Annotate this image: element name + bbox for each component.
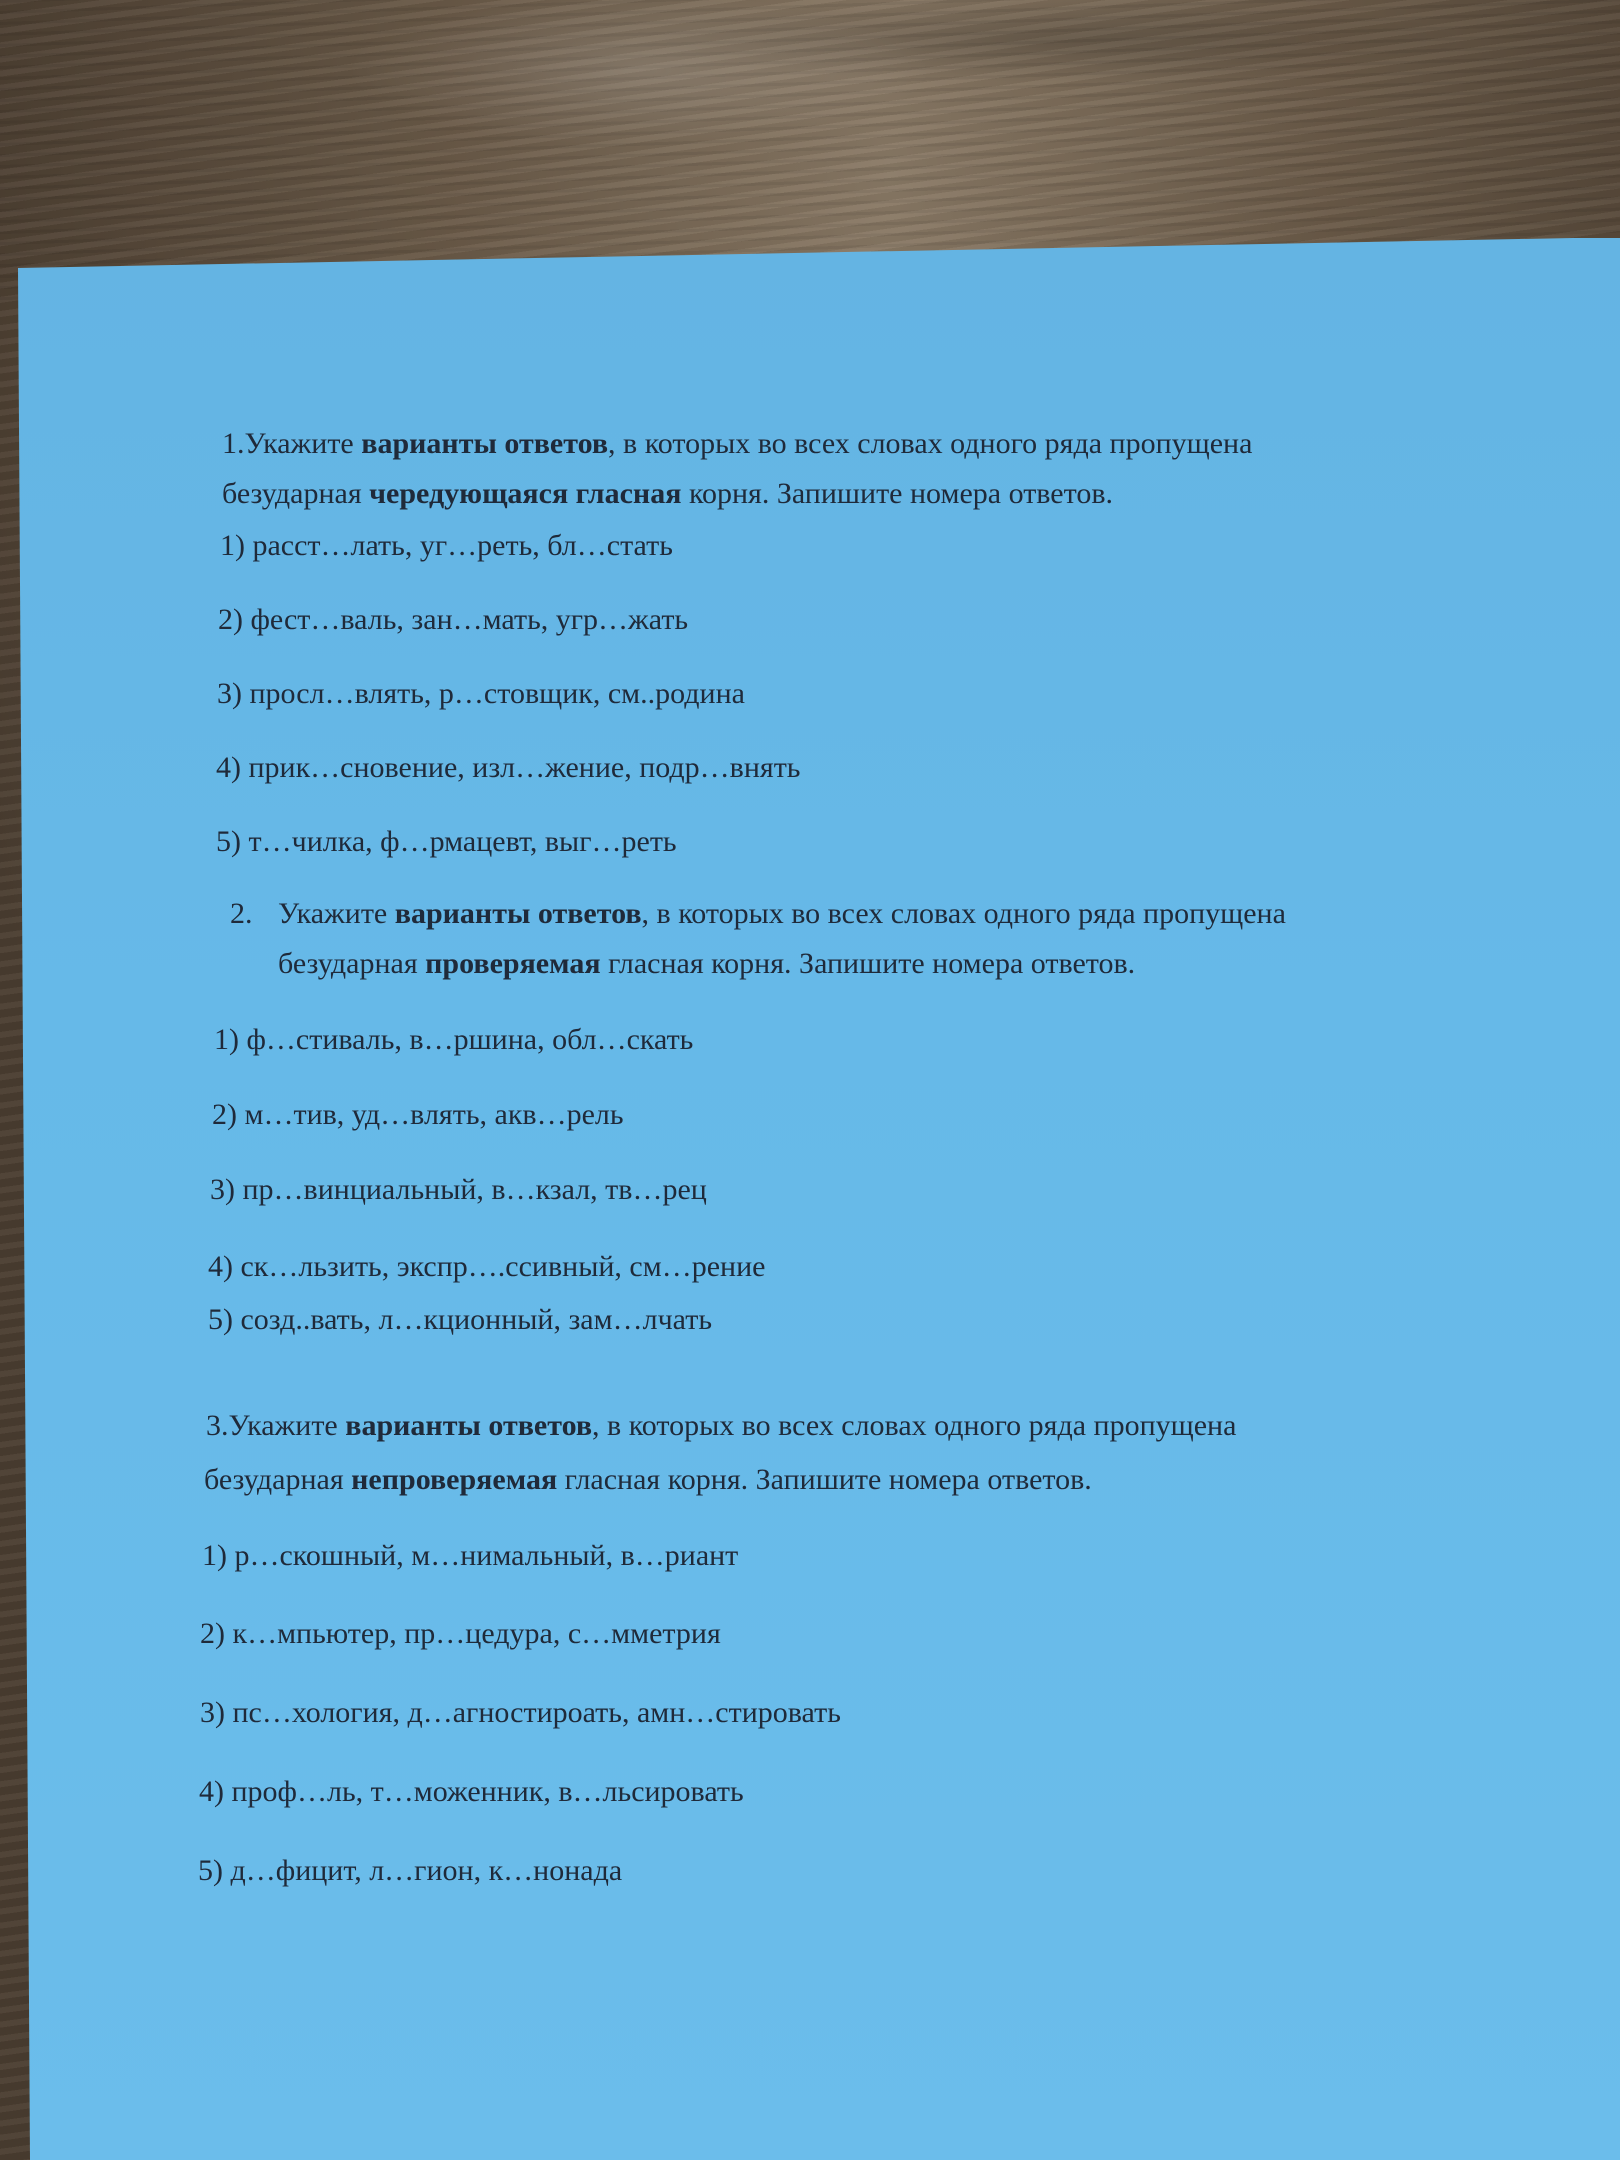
q3-option-1: 1) р…скошный, м…нимальный, в…риант [202, 1539, 739, 1572]
q1-prompt-text: 1.Укажите [222, 427, 362, 460]
q2-prompt-line-2 [278, 946, 1135, 982]
q1-prompt-bold: чередующаяся гласная [369, 477, 682, 510]
q2-option-2: 2) м…тив, уд…влять, акв…рель [212, 1098, 624, 1131]
q3-prompt-bold: варианты ответов [345, 1409, 593, 1442]
q2-option-3: 3) пр…винциальный, в…кзал, тв…рец [210, 1173, 707, 1206]
q1-option-4: 4) прик…сновение, изл…жение, подр…внять [216, 751, 801, 784]
q3-prompt-bold: непроверяемая [351, 1463, 558, 1496]
q3-option-5: 5) д…фицит, л…гион, к…нонада [198, 1854, 623, 1887]
q2-option-1: 1) ф…стиваль, в…ршина, обл…скать [214, 1023, 694, 1056]
q1-option-3: 3) просл…влять, р…стовщик, см..родина [217, 677, 745, 710]
q1-prompt-bold: варианты ответов [361, 427, 609, 460]
q3-prompt-text: безударная [204, 1463, 352, 1496]
q1-prompt-text: , в которых во всех словах одного ряда пропущена [608, 427, 1253, 460]
q1-option-1: 1) расст…лать, уг…реть, бл…стать [220, 529, 673, 562]
q2-prompt-bold: варианты ответов [394, 897, 642, 930]
q1-prompt-text: корня. Запишите номера ответов. [681, 477, 1113, 510]
q1-prompt-line-2 [222, 476, 1113, 512]
q1-prompt-line-1 [222, 426, 1252, 462]
q2-prompt-text: Укажите [278, 897, 395, 930]
q3-prompt-text: 3.Укажите [206, 1409, 346, 1442]
q2-number: 2. [230, 897, 253, 930]
q3-option-4: 4) проф…ль, т…моженник, в…льсировать [199, 1775, 744, 1808]
q2-option-4: 4) ск…льзить, экспр….ссивный, см…рение [208, 1250, 766, 1283]
q2-prompt-text: гласная корня. Запишите номера ответов. [600, 947, 1136, 980]
q1-prompt-text: безударная [222, 477, 370, 510]
q2-prompt-text: безударная [278, 947, 426, 980]
q1-option-5: 5) т…чилка, ф…рмацевт, выг…реть [216, 825, 677, 858]
q2-prompt-line-1 [278, 896, 1286, 932]
q3-option-3: 3) пс…хология, д…агностироать, амн…стировать [200, 1696, 841, 1729]
q3-option-2: 2) к…мпьютер, пр…цедура, с…мметрия [200, 1617, 721, 1650]
q3-prompt-text: , в которых во всех словах одного ряда пропущена [592, 1409, 1237, 1442]
q3-prompt-line-2 [204, 1462, 1092, 1498]
q2-prompt-text: , в которых во всех словах одного ряда пропущена [641, 897, 1286, 930]
q3-prompt-line-1 [206, 1408, 1236, 1444]
q2-option-5: 5) созд..вать, л…кционный, зам…лчать [208, 1303, 712, 1336]
q1-option-2: 2) фест…валь, зан…мать, угр…жать [218, 603, 689, 636]
q2-prompt-bold: проверяемая [425, 947, 601, 980]
q3-prompt-text: гласная корня. Запишите номера ответов. [557, 1463, 1092, 1496]
